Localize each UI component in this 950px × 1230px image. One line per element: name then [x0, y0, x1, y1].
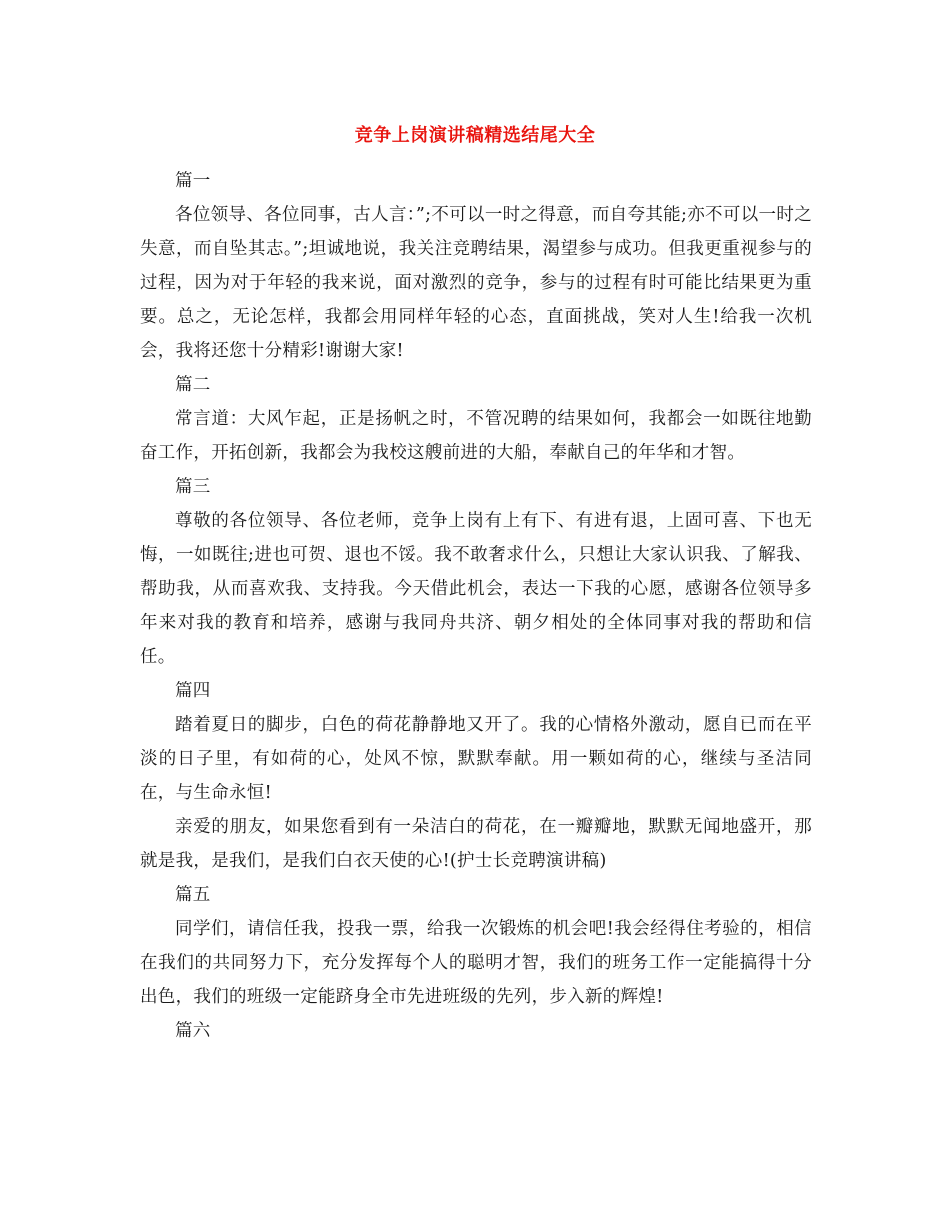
- body-paragraph: 踏着夏日的脚步，白色的荷花静静地又开了。我的心情格外激动，愿自已而在平淡的日子里，有如荷的心，处风不惊，默默奉献。用一颗如荷的心，继续与圣洁同在，与生命永恒!: [140, 715, 812, 803]
- document-body: [140, 164, 812, 1048]
- body-paragraph: 常言道：大风乍起，正是扬帆之时，不管况聘的结果如何，我都会一如既往地勤奋工作，开拓创新，我都会为我校这艘前进的大船，奉献自己的年华和才智。: [140, 409, 812, 463]
- body-paragraph: 尊敬的各位领导、各位老师，竞争上岗有上有下、有进有退，上固可喜、下也无悔，一如既往;进也可贺、退也不馁。我不敢奢求什么，只想让大家认识我、了解我、帮助我，从而喜欢我、支持我。今天借此机会，表达一下我的心愿，感谢各位领导多年来对我的教育和培养，感谢与我同舟共济、朝夕相处的全体同事对我的帮助和信任。: [140, 511, 812, 667]
- body-paragraph: 各位领导、各位同事，古人言：”;不可以一时之得意，而自夸其能;亦不可以一时之失意，而自坠其志。”;坦诚地说，我关注竞聘结果，渴望参与成功。但我更重视参与的过程，因为对于年轻的我来说，面对激烈的竞争，参与的过程有时可能比结果更为重要。总之，无论怎样，我都会用同样年轻的心态，直面挑战，笑对人生!给我一次机会，我将还您十分精彩!谢谢大家!: [140, 205, 812, 361]
- document-title: 竞争上岗演讲稿精选结尾大全: [354, 125, 596, 146]
- section-heading: 篇三: [175, 477, 211, 497]
- section-heading: 篇六: [175, 1021, 211, 1041]
- body-paragraph: 同学们，请信任我，投我一票，给我一次锻炼的机会吧!我会经得住考验的，相信在我们的共同努力下，充分发挥每个人的聪明才智，我们的班务工作一定能搞得十分出色，我们的班级一定能跻身全市先进班级的先列，步入新的辉煌!: [140, 919, 812, 1007]
- section-heading: 篇一: [175, 171, 211, 191]
- section-heading: 篇五: [175, 885, 211, 905]
- body-paragraph: 亲爱的朋友，如果您看到有一朵洁白的荷花，在一瓣瓣地，默默无闻地盛开，那就是我，是我们，是我们白衣天使的心!(护士长竞聘演讲稿): [140, 817, 812, 871]
- section-heading: 篇二: [175, 375, 211, 395]
- section-heading: 篇四: [175, 681, 211, 701]
